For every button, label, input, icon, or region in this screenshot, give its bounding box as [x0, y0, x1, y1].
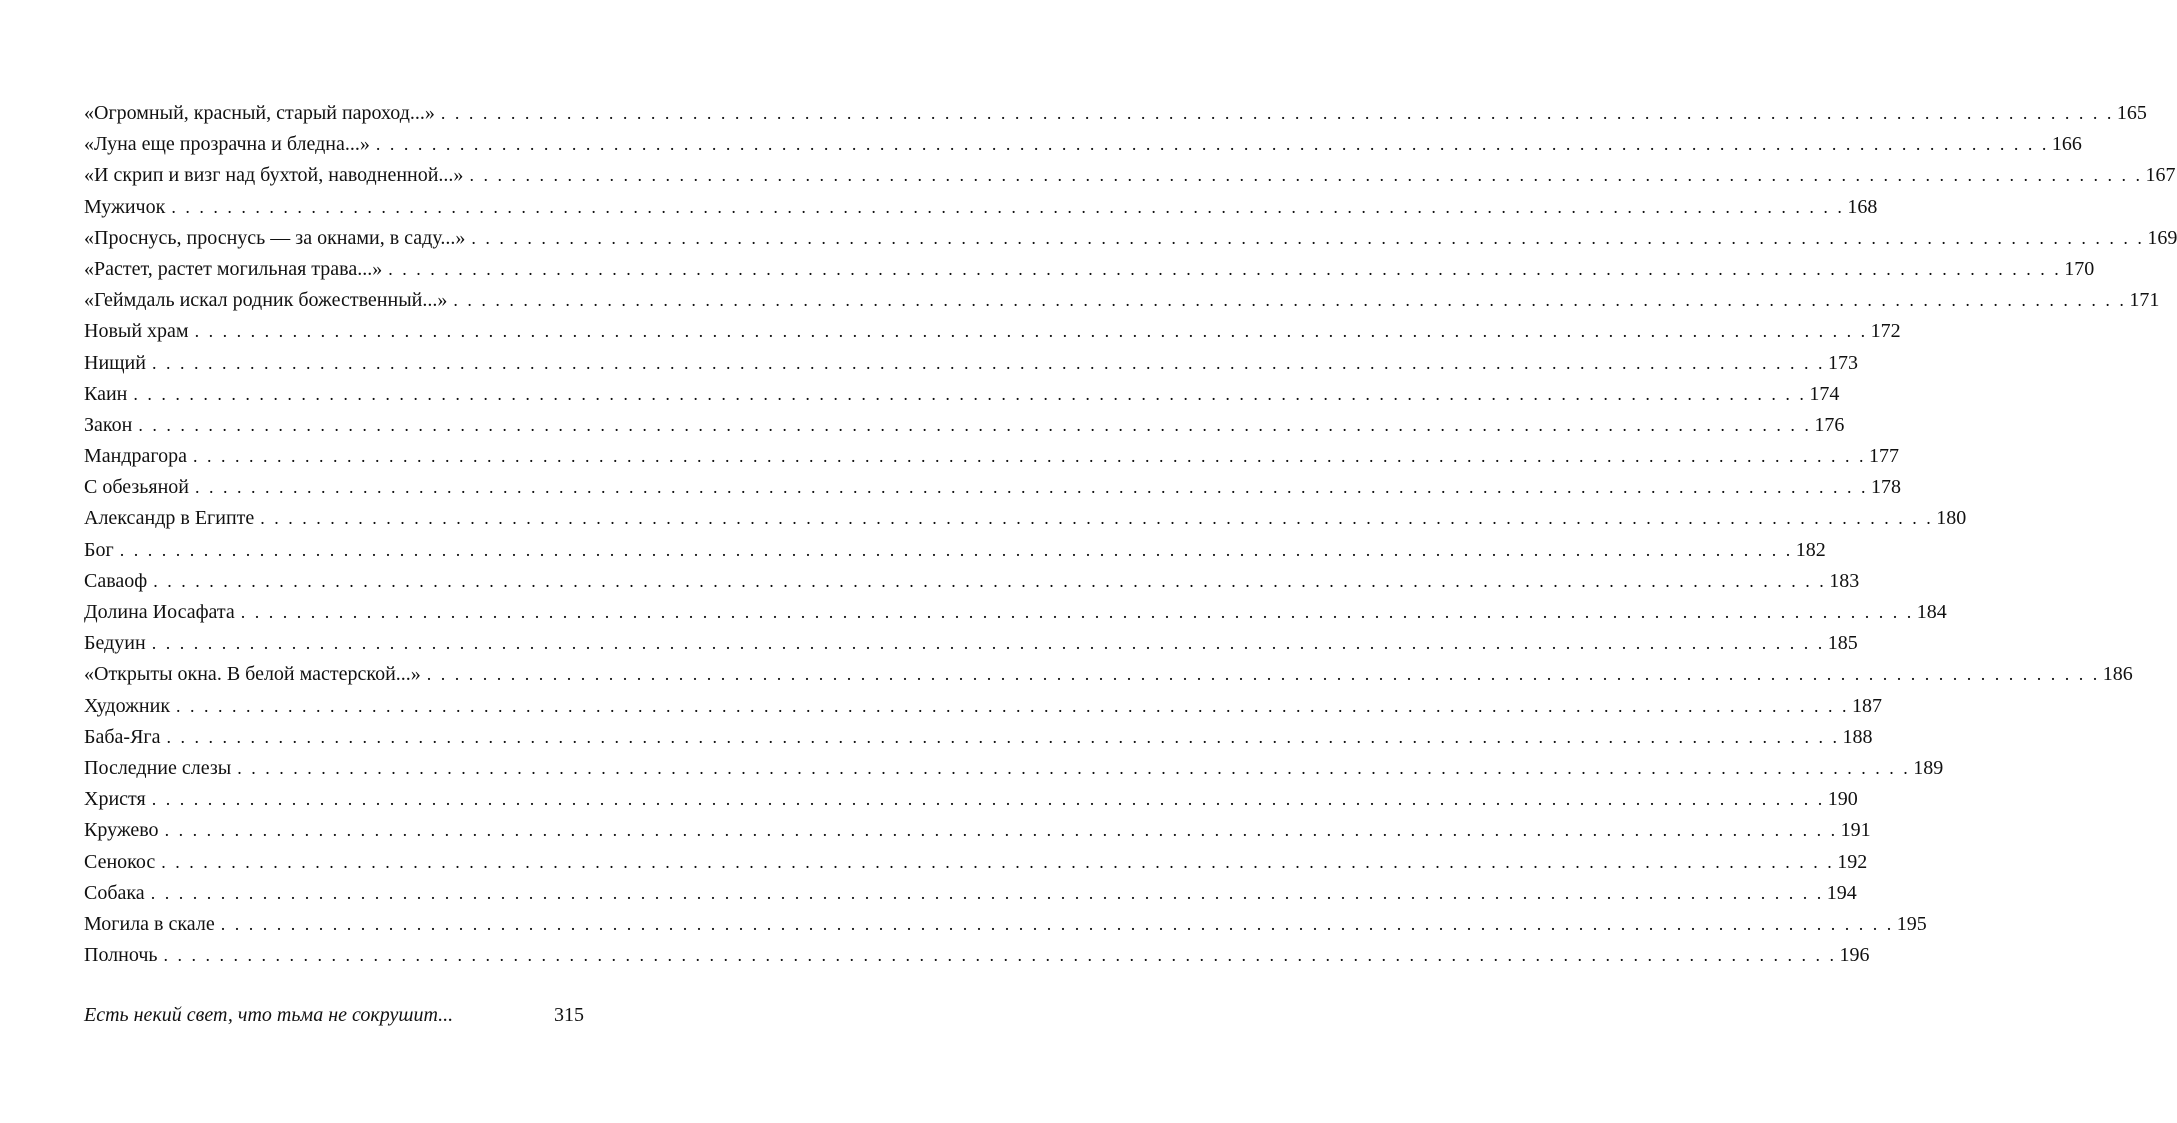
toc-entry — [84, 160, 2176, 191]
dot-leader: . . . . . . . . . . . . . . . . . . . . . . . . . . . . . . . . . . . . . . . . . . . . . . . . . . . . . . . . . . . . . . . . . . . . . . . . . . . . . . . . . . . . . . . . . . . . . . . . . . . . . . . . . . . . . . . . . . . . . . . . — [469, 165, 2143, 186]
dot-leader: . . . . . . . . . . . . . . . . . . . . . . . . . . . . . . . . . . . . . . . . . . . . . . . . . . . . . . . . . . . . . . . . . . . . . . . . . . . . . . . . . . . . . . . . . . . . . . . . . . . . . . . . . . . . . . . . . . . . . . . . — [176, 695, 1850, 716]
toc-entry — [84, 316, 1901, 347]
toc-entry-page: 169 — [2147, 226, 2177, 249]
dot-leader: . . . . . . . . . . . . . . . . . . . . . . . . . . . . . . . . . . . . . . . . . . . . . . . . . . . . . . . . . . . . . . . . . . . . . . . . . . . . . . . . . . . . . . . . . . . . . . . . . . . . . . . . . . . . . . . . . . . . . . . . — [151, 352, 1825, 373]
toc-entry-page: 165 — [2116, 102, 2147, 124]
dot-leader: . . . . . . . . . . . . . . . . . . . . . . . . . . . . . . . . . . . . . . . . . . . . . . . . . . . . . . . . . . . . . . . . . . . . . . . . . . . . . . . . . . . . . . . . . . . . . . . . . . . . . . . . . . . . . . . . . . . . . . . . — [471, 227, 2145, 248]
dot-leader: . . . . . . . . . . . . . . . . . . . . . . . . . . . . . . . . . . . . . . . . . . . . . . . . . . . . . . . . . . . . . . . . . . . . . . . . . . . . . . . . . . . . . . . . . . . . . . . . . . . . . . . . . . . . . . . . . . . . . . . . — [171, 196, 1845, 217]
toc-entry — [84, 503, 1967, 534]
dot-leader: . . . . . . . . . . . . . . . . . . . . . . . . . . . . . . . . . . . . . . . . . . . . . . . . . . . . . . . . . . . . . . . . . . . . . . . . . . . . . . . . . . . . . . . . . . . . . . . . . . . . . . . . . . . . . . . . . . . . . . . . — [260, 508, 1934, 529]
toc-entry-title: Кружево — [84, 819, 159, 842]
toc-entry-title: Нищий — [84, 351, 146, 374]
toc-entry — [84, 597, 1947, 628]
toc-entry — [84, 628, 1858, 659]
toc-entry-page: 194 — [1826, 881, 1857, 904]
toc-entry — [84, 410, 1845, 441]
dot-leader: . . . . . . . . . . . . . . . . . . . . . . . . . . . . . . . . . . . . . . . . . . . . . . . . . . . . . . . . . . . . . . . . . . . . . . . . . . . . . . . . . . . . . . . . . . . . . . . . . . . . . . . . . . . . . . . . . . . . . . . . — [150, 882, 1824, 903]
toc-entry — [84, 98, 2147, 129]
toc-entry-page: 182 — [1795, 538, 1826, 561]
dot-leader: . . . . . . . . . . . . . . . . . . . . . . . . . . . . . . . . . . . . . . . . . . . . . . . . . . . . . . . . . . . . . . . . . . . . . . . . . . . . . . . . . . . . . . . . . . . . . . . . . . . . . . . . . . . . . . . . . . . . . . . . — [453, 290, 2127, 311]
dot-leader: . . . . . . . . . . . . . . . . . . . . . . . . . . . . . . . . . . . . . . . . . . . . . . . . . . . . . . . . . . . . . . . . . . . . . . . . . . . . . . . . . . . . . . . . . . . . . . . . . . . . . . . . . . . . . . . . . . . . . . . . — [195, 477, 1868, 498]
toc-entry-page: 171 — [2129, 289, 2160, 312]
dot-leader: . . . . . . . . . . . . . . . . . . . . . . . . . . . . . . . . . . . . . . . . . . . . . . . . . . . . . . . . . . . . . . . . . . . . . . . . . . . . . . . . . . . . . . . . . . . . . . . . . . . . . . . . . . . . . . . . . . . . . . . . — [161, 851, 1835, 872]
toc-entry — [84, 254, 2095, 285]
dot-leader: . . . . . . . . . . . . . . . . . . . . . . . . . . . . . . . . . . . . . . . . . . . . . . . . . . . . . . . . . . . . . . . . . . . . . . . . . . . . . . . . . . . . . . . . . . . . . . . . . . . . . . . . . . . . . . . . . . . . . . . . — [375, 134, 2049, 155]
toc-entry-page: 192 — [1837, 850, 1868, 873]
dot-leader: . . . . . . . . . . . . . . . . . . . . . . . . . . . . . . . . . . . . . . . . . . . . . . . . . . . . . . . . . . . . . . . . . . . . . . . . . . . . . . . . . . . . . . . . . . . . . . . . . . . . . . . . . . . . . . . . . . . . . . . . — [163, 945, 1837, 966]
toc-entry-page: 183 — [1829, 569, 1860, 592]
dot-leader: . . . . . . . . . . . . . . . . . . . . . . . . . . . . . . . . . . . . . . . . . . . . . . . . . . . . . . . . . . . . . . . . . . . . . . . . . . . . . . . . . . . . . . . . . . . . . . . . . . . . . . . . . . . . . . . . . . . . . . . . — [133, 383, 1807, 404]
toc-entry-title: Последние слезы — [84, 756, 232, 779]
toc-entry-title: Бог — [84, 538, 114, 561]
toc-entry-title: Александр в Египте — [84, 507, 255, 530]
toc-entry-page: 170 — [2064, 257, 2095, 280]
toc-entry — [84, 909, 1927, 940]
toc-entry — [84, 878, 1857, 909]
toc-entry-page: 196 — [1839, 944, 1870, 967]
toc-entry-title: «Открыты окна. В белой мастерской...» — [84, 663, 421, 686]
toc-entry-title: С обезьяной — [84, 476, 189, 499]
dot-leader: . . . . . . . . . . . . . . . . . . . . . . . . . . . . . . . . . . . . . . . . . . . . . . . . . . . . . . . . . . . . . . . . . . . . . . . . . . . . . . . . . . . . . . . . . . . . . . . . . . . . . . . . . . . . . . . . . . . . . . . . — [237, 757, 1911, 778]
toc-entry-page: 178 — [1871, 476, 1901, 499]
toc-entry-title: Сенокос — [84, 850, 156, 873]
dot-leader: . . . . . . . . . . . . . . . . . . . . . . . . . . . . . . . . . . . . . . . . . . . . . . . . . . . . . . . . . . . . . . . . . . . . . . . . . . . . . . . . . . . . . . . . . . . . . . . . . . . . . . . . . . . . . . . . . . . . . . . . — [440, 103, 2114, 123]
toc-entry-page: 186 — [2102, 663, 2133, 686]
toc-entry-title: Баба-Яга — [84, 725, 161, 748]
toc-entry — [84, 379, 1840, 410]
toc-entry-title: «Проснусь, проснусь — за окнами, в саду...» — [84, 226, 466, 249]
toc-entry-title: Мужичок — [84, 195, 166, 218]
toc-entry-title: «Геймдаль искал родник божественный...» — [84, 289, 448, 312]
dot-leader: . . . . . . . . . . . . . . . . . . . . . . . . . . . . . . . . . . . . . . . . . . . . . . . . . . . . . . . . . . . . . . . . . . . . . . . . . . . . . . . . . . . . . . . . . . . . . . . . . . . . . . . . . . . . . . . . . . . . . . . . — [220, 913, 1894, 934]
toc-entry — [84, 129, 2082, 160]
toc-entry — [84, 348, 1858, 379]
dot-leader: . . . . . . . . . . . . . . . . . . . . . . . . . . . . . . . . . . . . . . . . . . . . . . . . . . . . . . . . . . . . . . . . . . . . . . . . . . . . . . . . . . . . . . . . . . . . . . . . . . . . . . . . . . . . . . . . . . . . . . . . — [240, 602, 1914, 622]
toc-entry-page: 167 — [2145, 164, 2176, 187]
toc-entry-page: 173 — [1827, 351, 1858, 374]
toc-entry — [84, 659, 2133, 690]
toc-entry — [84, 472, 1901, 503]
toc-entry-page: 174 — [1809, 382, 1840, 405]
toc-entry-title: Саваоф — [84, 569, 148, 592]
toc-entry — [84, 815, 1871, 846]
dot-leader: . . . . . . . . . . . . . . . . . . . . . . . . . . . . . . . . . . . . . . . . . . . . . . . . . . . . . . . . . . . . . . . . . . . . . . . . . . . . . . . . . . . . . . . . . . . . . . . . . . . . . . . . . . . . . . . . . . . . . . . . — [164, 820, 1838, 841]
toc-entry-page: 191 — [1840, 819, 1871, 842]
toc-entry-page: 189 — [1913, 756, 1944, 779]
toc-entry-page: 184 — [1916, 601, 1947, 623]
toc-entry — [84, 784, 1858, 815]
toc-entry — [84, 753, 1944, 784]
toc-entry — [84, 940, 1870, 971]
page-number: 315 — [554, 1004, 584, 1026]
toc-entry-page: 185 — [1827, 632, 1858, 655]
toc-entry-title: Новый храм — [84, 320, 189, 343]
toc-entry-page: 188 — [1842, 725, 1873, 748]
toc-entry-page: 172 — [1870, 320, 1901, 343]
toc-entry — [84, 847, 1868, 878]
toc-entry-title: «И скрип и визг над бухтой, наводненной...» — [84, 164, 464, 187]
toc-entry-title: Бедуин — [84, 632, 146, 655]
toc-entry-title: Собака — [84, 881, 145, 904]
toc-entry-title: «Огромный, красный, старый пароход...» — [84, 102, 435, 124]
toc-entry-page: 190 — [1827, 788, 1858, 811]
toc-entry-title: «Луна еще прозрачна и бледна...» — [84, 133, 370, 156]
toc-entry-title: Мандрагора — [84, 445, 187, 468]
toc-entry-page: 180 — [1936, 507, 1967, 530]
running-title: Есть некий свет, что тьма не сокрушит... — [84, 1004, 454, 1026]
toc-entry-title: Полночь — [84, 944, 158, 967]
toc-entry — [84, 441, 1899, 472]
dot-leader: . . . . . . . . . . . . . . . . . . . . . . . . . . . . . . . . . . . . . . . . . . . . . . . . . . . . . . . . . . . . . . . . . . . . . . . . . . . . . . . . . . . . . . . . . . . . . . . . . . . . . . . . . . . . . . . . . . . . . . . . — [151, 633, 1825, 654]
dot-leader: . . . . . . . . . . . . . . . . . . . . . . . . . . . . . . . . . . . . . . . . . . . . . . . . . . . . . . . . . . . . . . . . . . . . . . . . . . . . . . . . . . . . . . . . . . . . . . . . . . . . . . . . . . . . . . . . . . . . . . . . — [194, 321, 1868, 342]
toc-entry — [84, 722, 1873, 753]
toc-entry-title: Долина Иосафата — [84, 601, 235, 623]
toc-entry — [84, 285, 2160, 316]
dot-leader: . . . . . . . . . . . . . . . . . . . . . . . . . . . . . . . . . . . . . . . . . . . . . . . . . . . . . . . . . . . . . . . . . . . . . . . . . . . . . . . . . . . . . . . . . . . . . . . . . . . . . . . . . . . . . . . . . . . . . . . . — [153, 570, 1827, 591]
toc-entry-page: 195 — [1896, 912, 1927, 935]
toc-entry-title: Христя — [84, 788, 146, 811]
page-footer — [84, 1000, 584, 1030]
toc-entry-title: Художник — [84, 694, 171, 717]
dot-leader: . . . . . . . . . . . . . . . . . . . . . . . . . . . . . . . . . . . . . . . . . . . . . . . . . . . . . . . . . . . . . . . . . . . . . . . . . . . . . . . . . . . . . . . . . . . . . . . . . . . . . . . . . . . . . . . . . . . . . . . . — [388, 258, 2062, 279]
toc-entry-title: Закон — [84, 413, 133, 436]
toc-entry — [84, 691, 1883, 722]
dot-leader: . . . . . . . . . . . . . . . . . . . . . . . . . . . . . . . . . . . . . . . . . . . . . . . . . . . . . . . . . . . . . . . . . . . . . . . . . . . . . . . . . . . . . . . . . . . . . . . . . . . . . . . . . . . . . . . . . . . . . . . . — [138, 414, 1812, 435]
dot-leader: . . . . . . . . . . . . . . . . . . . . . . . . . . . . . . . . . . . . . . . . . . . . . . . . . . . . . . . . . . . . . . . . . . . . . . . . . . . . . . . . . . . . . . . . . . . . . . . . . . . . . . . . . . . . . . . . . . . . . . . . — [166, 726, 1840, 747]
toc-entry-title: «Растет, растет могильная трава...» — [84, 257, 383, 280]
table-of-contents — [84, 98, 2177, 971]
toc-entry — [84, 566, 1860, 597]
toc-entry-page: 168 — [1847, 195, 1878, 218]
toc-entry-page: 187 — [1852, 694, 1883, 717]
dot-leader: . . . . . . . . . . . . . . . . . . . . . . . . . . . . . . . . . . . . . . . . . . . . . . . . . . . . . . . . . . . . . . . . . . . . . . . . . . . . . . . . . . . . . . . . . . . . . . . . . . . . . . . . . . . . . . . . . . . . . . . . — [193, 446, 1866, 467]
toc-entry — [84, 535, 1826, 566]
toc-entry-page: 166 — [2051, 133, 2082, 156]
toc-entry-title: Могила в скале — [84, 912, 215, 935]
toc-entry-page: 177 — [1869, 445, 1899, 468]
toc-entry — [84, 192, 1878, 223]
toc-entry-title: Каин — [84, 382, 128, 405]
toc-entry — [84, 223, 2177, 254]
toc-entry-page: 176 — [1814, 413, 1845, 436]
dot-leader: . . . . . . . . . . . . . . . . . . . . . . . . . . . . . . . . . . . . . . . . . . . . . . . . . . . . . . . . . . . . . . . . . . . . . . . . . . . . . . . . . . . . . . . . . . . . . . . . . . . . . . . . . . . . . . . . . . . . . . . . — [426, 664, 2100, 685]
dot-leader: . . . . . . . . . . . . . . . . . . . . . . . . . . . . . . . . . . . . . . . . . . . . . . . . . . . . . . . . . . . . . . . . . . . . . . . . . . . . . . . . . . . . . . . . . . . . . . . . . . . . . . . . . . . . . . . . . . . . . . . . — [119, 539, 1793, 560]
dot-leader: . . . . . . . . . . . . . . . . . . . . . . . . . . . . . . . . . . . . . . . . . . . . . . . . . . . . . . . . . . . . . . . . . . . . . . . . . . . . . . . . . . . . . . . . . . . . . . . . . . . . . . . . . . . . . . . . . . . . . . . . — [151, 789, 1825, 810]
